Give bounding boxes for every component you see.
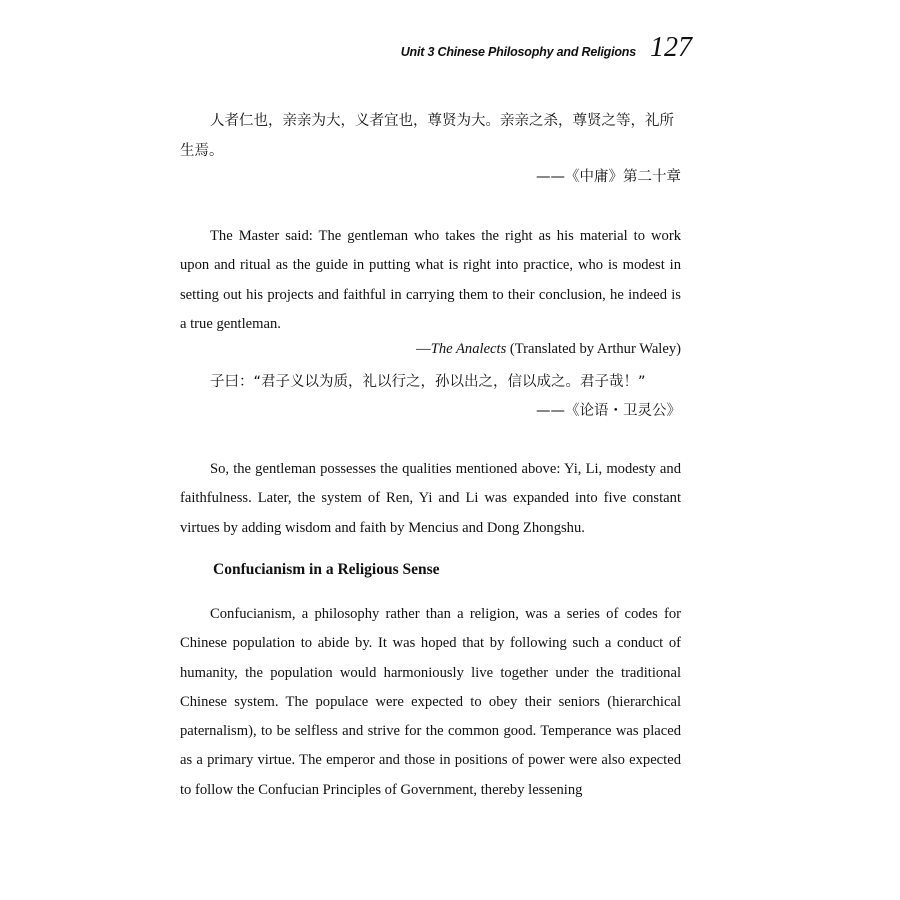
running-title: Unit 3 Chinese Philosophy and Religions	[400, 45, 636, 59]
qualities-paragraph: So, the gentleman possesses the qualities mentioned above: Yi, Li, modesty and faithfulness. Later, the system of Ren, Yi and Li was expanded into five constant virtues by adding wisdom and faith by Mencius and Dong Zhongshu.	[180, 461, 681, 536]
zhongyong-quote: 人者仁也，亲亲为大，义者宜也，尊贤为大。亲亲之杀，尊贤之等，礼所生焉。	[180, 113, 674, 159]
translator-note: (Translated by Arthur Waley)	[506, 341, 681, 357]
zhongyong-citation: ——《中庸》第二十章	[536, 169, 681, 185]
section-heading: Confucianism in a Religious Sense	[213, 561, 440, 578]
analects-title: The Analects	[430, 341, 507, 357]
lunyu-quote: 子曰：“君子义以为质，礼以行之，孙以出之，信以成之。君子哉！”	[210, 374, 646, 390]
running-header	[401, 34, 692, 62]
religious-sense-paragraph: Confucianism, a philosophy rather than a religion, was a series of codes for Chinese population to abide by. It was hoped that by following such a conduct of humanity, the population would harmoniously live together under the traditional Chinese system. The populace were expected to obey their seniors (hierarchical paternalism), to be selfless and strive for the common good. Temperance was placed as a primary virtue. The emperor and those in positions of power were also expected to follow the Confucian Principles of Government, thereby lessening	[180, 606, 681, 798]
citation-dash: —	[416, 341, 431, 357]
master-said-paragraph: The Master said: The gentleman who takes the right as his material to work upon and ritual as the guide in putting what is right into practice, who is modest in setting out his projects and faithful in carrying them to their conclusion, he indeed is a true gentleman.	[180, 228, 681, 332]
analects-citation	[416, 341, 681, 358]
page-number: 127	[650, 32, 692, 63]
lunyu-citation: ——《论语・卫灵公》	[536, 403, 681, 419]
